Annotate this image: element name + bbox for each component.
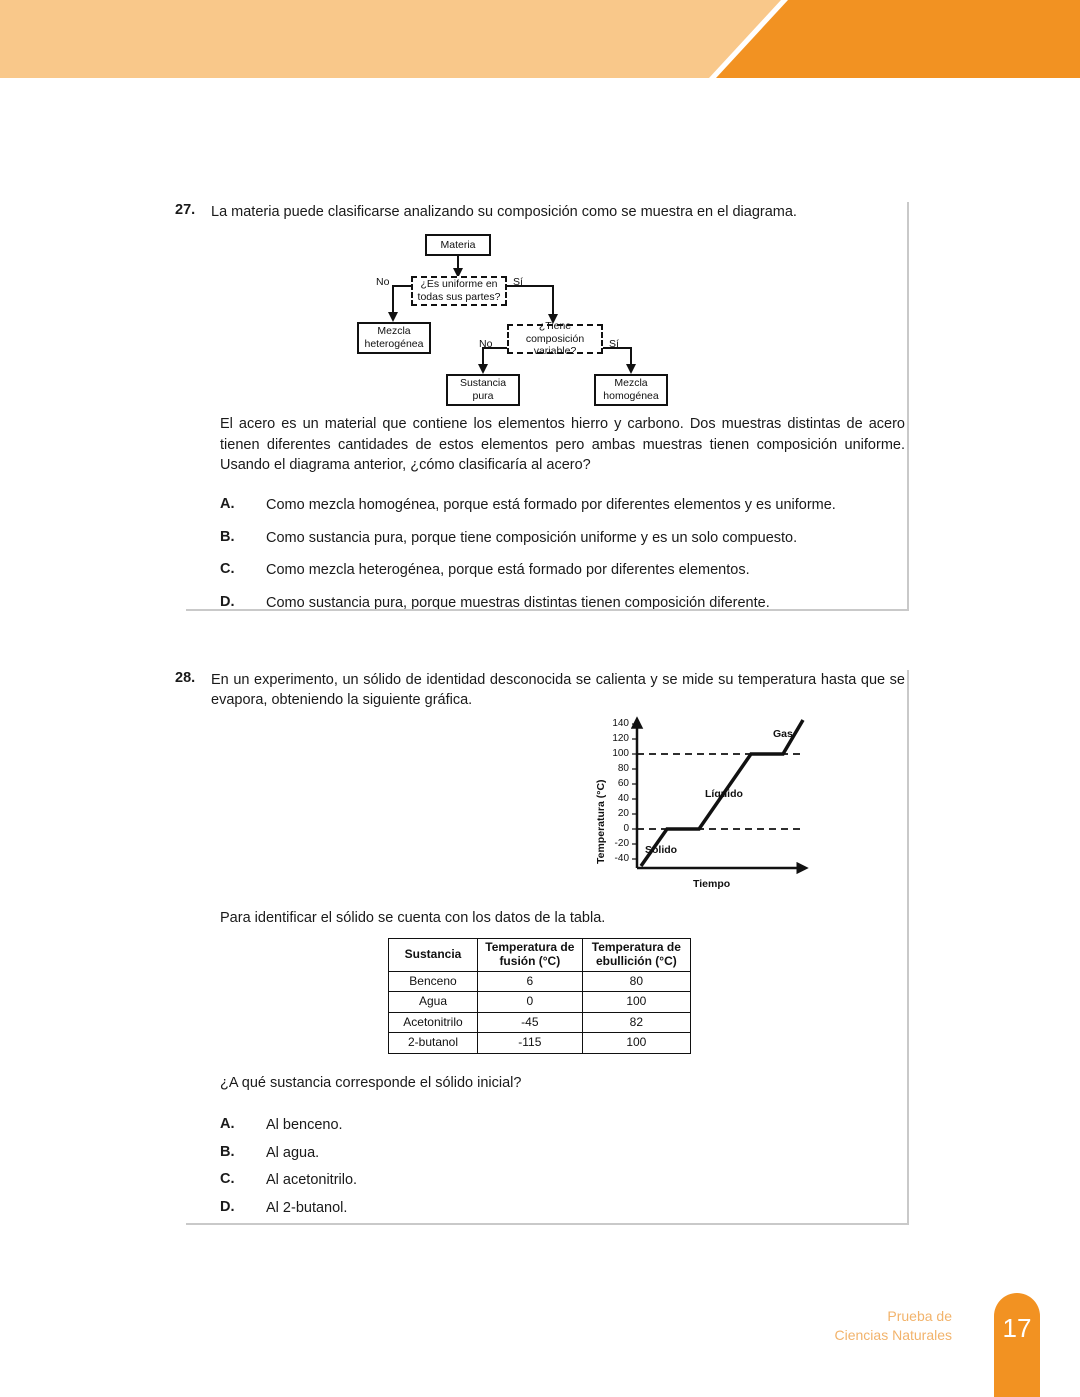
option-27-a[interactable] — [220, 496, 905, 516]
y-tick-0: 0 — [623, 823, 629, 834]
flowchart-node-sustancia-pura: Sustancia pura — [446, 374, 520, 406]
page-number-tab — [994, 1293, 1040, 1397]
flowchart-label-si-1: Sí — [513, 276, 523, 288]
option-27-c[interactable] — [220, 561, 905, 581]
substance-properties-table — [388, 938, 691, 1054]
flowchart-node-pregunta-composicion: ¿Tiene composición variable? — [507, 324, 603, 354]
matter-classification-flowchart — [364, 234, 883, 402]
option-28-b-letter: B. — [220, 1143, 235, 1160]
footer-branding — [835, 1307, 953, 1345]
flowchart-connectors — [403, 234, 883, 394]
option-28-c-letter: C. — [220, 1171, 235, 1188]
page-content — [0, 78, 1080, 1397]
chart-annotation-liquido: Líquido — [705, 788, 743, 800]
cell-ebullicion-acetonitrilo: 82 — [582, 1012, 690, 1033]
option-27-b[interactable] — [220, 529, 905, 549]
table-row — [389, 971, 691, 992]
question-block-28 — [175, 670, 905, 1216]
flowchart-label-no-1: No — [376, 276, 390, 288]
cell-ebullicion-agua: 100 — [582, 992, 690, 1013]
option-27-d[interactable] — [220, 594, 905, 614]
page-header-banner — [0, 0, 1080, 78]
option-28-a[interactable] — [220, 1116, 905, 1136]
y-tick-20: 20 — [617, 808, 629, 819]
heating-curve-chart — [405, 720, 825, 900]
question-27-heading — [175, 202, 905, 222]
option-27-b-letter: B. — [220, 528, 235, 545]
option-28-a-letter: A. — [220, 1116, 235, 1132]
cell-ebullicion-benceno: 80 — [582, 971, 690, 992]
option-28-c-text: Al acetonitrilo. — [266, 1172, 358, 1189]
flowchart-node-mezcla-heterogenea: Mezcla heterogénea — [357, 322, 431, 354]
chart-x-axis-label: Tiempo — [693, 878, 731, 890]
y-tick-120: 120 — [612, 733, 629, 744]
table-header-ebullicion: Temperatura de ebullición (°C) — [582, 939, 690, 972]
question-27-options — [220, 496, 905, 613]
chart-annotation-gas: Gas — [773, 728, 793, 740]
option-27-d-letter: D. — [220, 593, 235, 610]
flowchart-node-materia: Materia — [425, 234, 491, 256]
question-27-stem: La materia puede clasificarse analizando su composición como se muestra en el diagrama. — [211, 204, 797, 220]
cell-ebullicion-butanol: 100 — [582, 1033, 690, 1054]
table-header-fusion: Temperatura de fusión (°C) — [477, 939, 582, 972]
flowchart-node-mezcla-homogenea: Mezcla homogénea — [594, 374, 668, 406]
flowchart-label-no-2: No — [479, 338, 493, 350]
footer-line-1: Prueba de — [887, 1308, 952, 1325]
cell-fusion-benceno: 6 — [477, 971, 582, 992]
table-header-row — [389, 939, 691, 972]
table-row — [389, 1012, 691, 1033]
table-row — [389, 992, 691, 1013]
option-27-b-text: Como sustancia pura, porque tiene composición uniforme y es un solo compuesto. — [266, 529, 798, 546]
y-tick-minus20: -20 — [614, 838, 629, 849]
question-block-27 — [175, 202, 905, 611]
option-27-a-text: Como mezcla homogénea, porque está formado por diferentes elementos y es uniforme. — [266, 497, 836, 513]
question-28-stem: En un experimento, un sólido de identidad desconocida se calienta y se mide su temperatura hasta que se evapora, obteniendo la siguiente gráfica. — [211, 672, 905, 708]
footer-line-2: Ciencias Naturales — [834, 1327, 952, 1344]
option-27-c-letter: C. — [220, 561, 235, 578]
chart-y-axis-label: Temperatura (°C) — [595, 779, 607, 864]
page-number: 17 — [1002, 1313, 1032, 1343]
option-28-d-text: Al 2-butanol. — [266, 1199, 348, 1216]
y-tick-140: 140 — [612, 718, 629, 729]
question-28-options — [220, 1116, 905, 1218]
y-tick-40: 40 — [617, 793, 629, 804]
question-27-number: 27. — [175, 202, 196, 218]
option-28-d[interactable] — [220, 1199, 905, 1219]
cell-fusion-butanol: -115 — [477, 1033, 582, 1054]
question-28-paragraph: Para identificar el sólido se cuenta con los datos de la tabla. — [220, 910, 606, 926]
cell-sustancia-agua: Agua — [389, 992, 478, 1013]
y-tick-minus40: -40 — [614, 853, 629, 864]
option-27-d-text: Como sustancia pura, porque muestras distintas tienen composición diferente. — [266, 594, 770, 611]
table-header-sustancia: Sustancia — [389, 939, 478, 972]
option-27-a-letter: A. — [220, 496, 235, 512]
cell-sustancia-butanol: 2-butanol — [389, 1033, 478, 1054]
y-tick-60: 60 — [617, 778, 629, 789]
cell-sustancia-acetonitrilo: Acetonitrilo — [389, 1012, 478, 1033]
option-28-d-letter: D. — [220, 1198, 235, 1215]
option-28-b[interactable] — [220, 1144, 905, 1164]
flowchart-node-pregunta-uniforme: ¿Es uniforme en todas sus partes? — [411, 276, 507, 306]
y-tick-80: 80 — [617, 763, 629, 774]
question-28-prompt: ¿A qué sustancia corresponde el sólido inicial? — [220, 1075, 522, 1091]
table-row — [389, 1033, 691, 1054]
chart-annotation-solido: Sólido — [645, 844, 678, 856]
chart-plot-area — [405, 720, 825, 900]
option-28-b-text: Al agua. — [266, 1144, 320, 1161]
option-27-c-text: Como mezcla heterogénea, porque está formado por diferentes elementos. — [266, 562, 750, 579]
question-28-number: 28. — [175, 670, 196, 686]
flowchart-label-si-2: Sí — [609, 338, 619, 350]
option-28-c[interactable] — [220, 1171, 905, 1191]
y-tick-100: 100 — [612, 748, 629, 759]
cell-fusion-acetonitrilo: -45 — [477, 1012, 582, 1033]
option-28-a-text: Al benceno. — [266, 1117, 343, 1133]
question-27-paragraph: El acero es un material que contiene los elementos hierro y carbono. Dos muestras distintas de acero tienen diferentes cantidades de estos elementos pero ambas muestras tienen composición uniforme. Usando el diagrama anterior, ¿cómo clasificaría al acero? — [220, 416, 905, 474]
cell-fusion-agua: 0 — [477, 992, 582, 1013]
question-28-heading — [175, 670, 905, 710]
cell-sustancia-benceno: Benceno — [389, 971, 478, 992]
